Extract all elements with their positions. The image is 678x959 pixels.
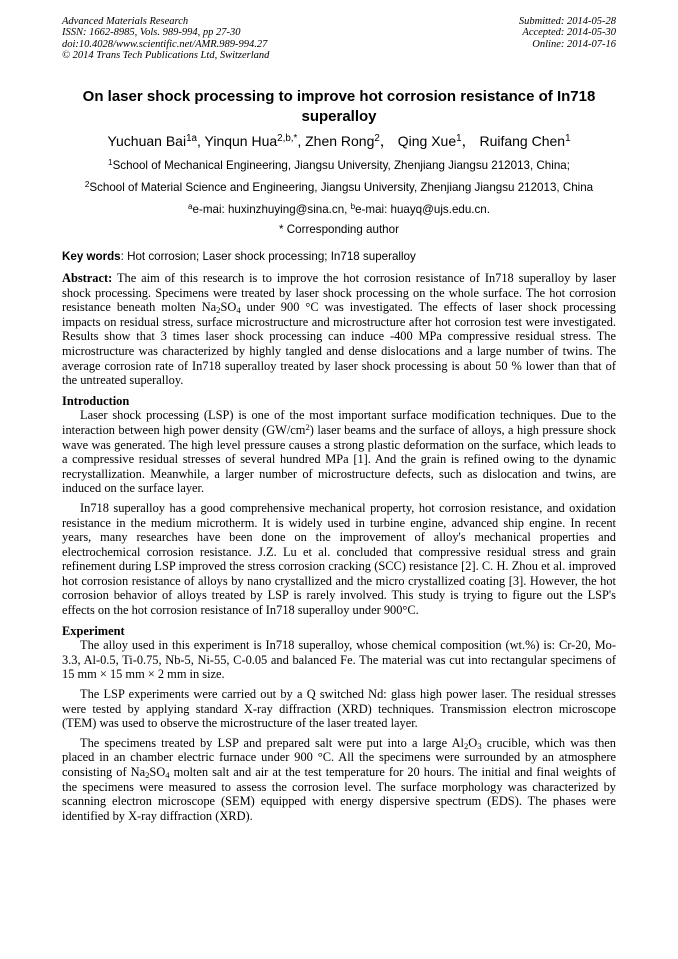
author-name: Yinqun Hua <box>204 133 278 149</box>
author-separator: , <box>297 133 306 149</box>
abstract-text: under 900 °C was investigated. The effects of laser shock processing impacts on residual stress, surface microstructure and microstructure after hot corrosion test were investigated. Results show that 3 times laser shock processing can induce -400 MPa compressive residual stress. The microstructure was characterized by highly tangled and dense dislocations and a large number of twins. The average corrosion rate of In718 superalloy treated by laser shock processing is about 50 % lower than that of the untreated superalloy. <box>62 300 617 388</box>
author-name: Zhen Rong <box>305 133 375 149</box>
abstract-label: Abstract: <box>62 271 113 285</box>
affiliation-1 <box>30 159 648 173</box>
submitted-date: Submitted: 2014-05-28 <box>518 16 616 27</box>
paragraph-text: O <box>468 735 478 750</box>
author-affiliation-mark: 1a <box>186 133 197 145</box>
affiliation-mark: 1 <box>108 157 113 167</box>
affiliation-text: School of Mechanical Engineering, Jiangsu University, Zhenjiang Jiangsu 212013, China; <box>112 159 570 172</box>
author-separator: ， <box>379 133 394 149</box>
email-a: e-mai: huxinzhuying@sina.cn, <box>192 203 351 216</box>
author-affiliation-mark: 1 <box>456 133 462 145</box>
affiliation-mark: 2 <box>84 179 90 189</box>
superscript: 2 <box>305 421 310 432</box>
abstract-paragraph <box>62 271 616 388</box>
issn-line: ISSN: 1662-8985, Vols. 989-994, pp 27-30 <box>62 27 241 39</box>
journal-header-right <box>519 16 616 50</box>
paragraph-text: molten salt and air at the test temperature for 20 hours. The initial and final weights of the specimens were measured to assess the corrosion level. The surface morphology was characterized by scanning electron microscope (SEM) equipped with energy dispersive spectrum (EDS). The phases were identified by X-ray diffraction (XRD). <box>62 765 617 823</box>
paper-body <box>62 271 616 823</box>
author-separator: , <box>196 133 205 149</box>
experiment-paragraph-2: The LSP experiments were carried out by a Q switched Nd: glass high power laser. The residual stresses were tested by applying standard X-ray diffraction (XRD) techniques. Transmission electron microscope (TEM) was used to observe the microstructure of the laser treated layer. <box>62 687 616 731</box>
keywords-line <box>62 250 616 264</box>
abstract-text: SO <box>220 300 237 315</box>
affiliation-text: School of Material Science and Engineering, Jiangsu University, Zhenjiang Jiangsu 212013, China <box>89 181 594 194</box>
corresponding-author-note: * Corresponding author <box>279 223 399 236</box>
author-affiliation-mark: 2 <box>374 133 380 145</box>
paragraph-text: crucible, which was then placed in an chamber electric furnace under 900 °C. All the specimens were surrounded by an atmosphere consisting of Na <box>62 735 616 779</box>
doi-line: doi:10.4028/www.scientific.net/AMR.989-994.27 <box>62 38 268 50</box>
email-mark: a <box>188 201 193 211</box>
section-heading-introduction: Introduction <box>62 393 130 408</box>
subscript: 2 <box>145 770 150 781</box>
experiment-paragraph-1: The alloy used in this experiment is In718 superalloy, whose chemical composition (wt.%) is: Cr-20, Mo-3.3, Al-0.5, Ti-0.75, Nb-5, Ni-55, C-0.05 and balanced Fe. The material was cut into rectangular specimens of 15 mm × 15 mm × 2 mm in size. <box>62 638 616 682</box>
journal-name: Advanced Materials Research <box>62 16 189 27</box>
paragraph-text: ) laser beams and the surface of alloys, a high pressure shock wave was generated. The high level pressure causes a strong plastic deformation on the surface, which leads to a compressive residual stresses of several hundred MPa [1]. And the grain is refined owing to the dynamic recrystallization. Meanwhile, a larger number of microstructure defects, such as dislocation and twins, are induced on the surface layer. <box>62 422 616 496</box>
paragraph-text: SO <box>149 765 166 779</box>
subscript: 2 <box>216 305 221 316</box>
abstract-text: The aim of this research is to improve the hot corrosion resistance of In718 superalloy by laser shock processing. Specimens were treated by laser shock processing on the whole surface. The hot corrosion resistance beneath molten Na <box>62 271 616 315</box>
author-separator: ， <box>461 133 476 149</box>
email-b: e-mai: huayq@ujs.edu.cn. <box>355 203 490 216</box>
author-name: Ruifang Chen <box>479 133 566 149</box>
author-affiliation-mark: 2,b,* <box>277 133 298 145</box>
email-mark: b <box>350 201 356 211</box>
affiliation-2 <box>30 181 648 195</box>
paragraph-text: Laser shock processing (LSP) is one of the most important surface modification techniques. Due to the interaction between high power density (GW/cm <box>62 408 616 437</box>
online-date: Online: 2014-07-16 <box>532 38 616 50</box>
subscript: 4 <box>165 770 170 781</box>
subscript: 3 <box>477 740 482 751</box>
section-heading-experiment: Experiment <box>62 623 125 638</box>
keywords-text: : Hot corrosion; Laser shock processing; In718 superalloy <box>120 250 416 263</box>
subscript: 4 <box>236 305 241 316</box>
paper-title: On laser shock processing to improve hot corrosion resistance of In718 superalloy <box>82 88 596 125</box>
journal-header-left <box>62 16 269 62</box>
paragraph-text: The specimens treated by LSP and prepared salt were put into a large Al <box>80 735 464 750</box>
intro-paragraph-2: In718 superalloy has a good comprehensive mechanical property, hot corrosion resistance, and oxidation resistance in the medium microtherm. It is widely used in turbine engine, advanced ship engine. In recent years, many researches have been done on the improvement of alloy's mechanical properties and electrochemical corrosion resistance. J.Z. Lu et al. concluded that compressive residual stress and grain refinement during LSP improved the stress corrosion cracking (SCC) resistance [2]. C. H. Zhou et al. improved hot corrosion resistance of alloys by nano crystallized and the micro crystallized coating [3]. However, the hot corrosion behavior of alloys treated by LSP is rarely involved. This study is trying to figure out the LSP's effects on the hot corrosion resistance of In718 superalloy under 900°C. <box>62 500 616 618</box>
author-name: Qing Xue <box>397 133 457 149</box>
keywords-label: Key words <box>62 250 121 263</box>
author-name: Yuchuan Bai <box>107 133 187 149</box>
copyright-line: © 2014 Trans Tech Publications Ltd, Switzerland <box>62 50 270 62</box>
intro-paragraph-1 <box>62 408 616 496</box>
email-line <box>30 203 648 217</box>
accepted-date: Accepted: 2014-05-30 <box>522 27 616 39</box>
subscript: 2 <box>463 740 469 751</box>
author-list <box>40 132 638 150</box>
experiment-paragraph-3 <box>62 736 616 824</box>
author-affiliation-mark: 1 <box>565 133 571 145</box>
